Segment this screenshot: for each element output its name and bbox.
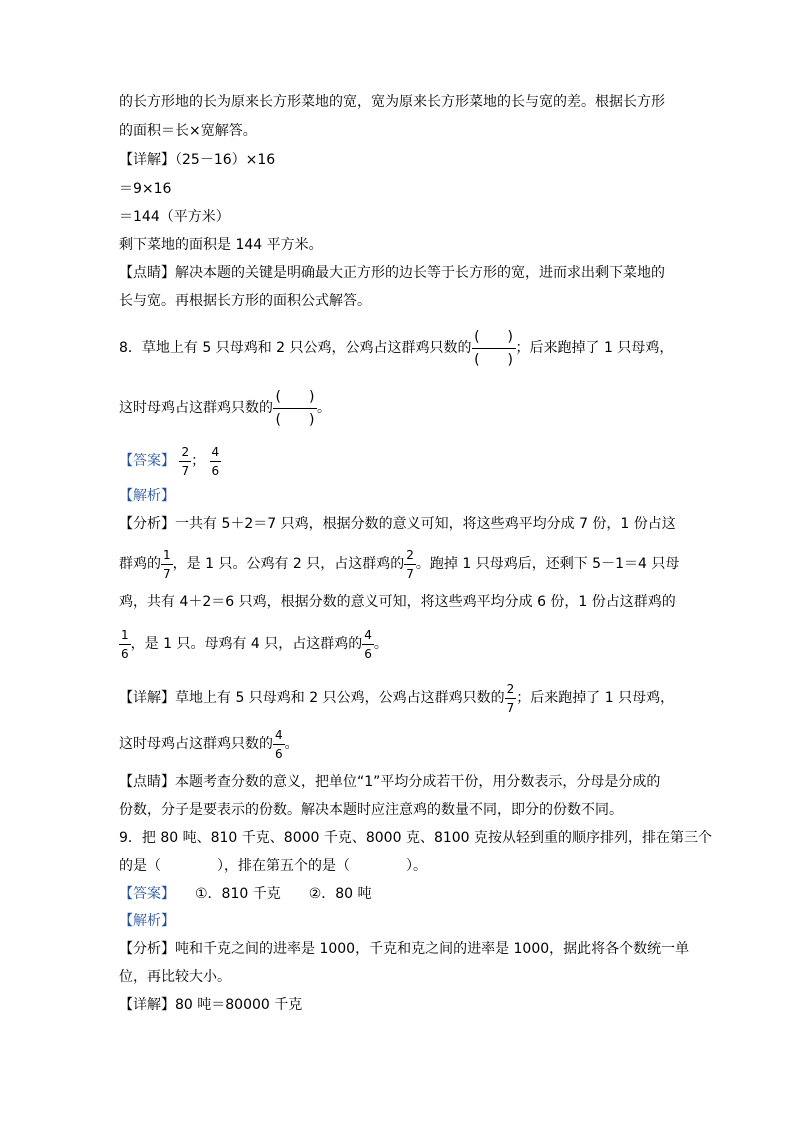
text-line (119, 622, 388, 666)
fraction (505, 682, 517, 715)
text-span: ①．810 千克 ②．80 吨 (195, 886, 372, 902)
text-span: 这时母鸡占这群鸡只数的 (119, 400, 273, 416)
blank-denominator: ( ) (474, 351, 513, 368)
text-span: 这时母鸡占这群鸡只数的 (119, 736, 273, 752)
analysis-tag: 【解析】 (119, 488, 175, 504)
fraction (161, 548, 173, 581)
text-span: ，是 1 只。公鸡有 2 只，占这群鸡的 (172, 556, 405, 572)
numerator: 1 (121, 627, 129, 642)
fraction (362, 628, 374, 661)
fraction-bar (161, 564, 173, 565)
section-tag: 【分析】 (119, 516, 175, 532)
numerator: 4 (364, 627, 372, 642)
denominator: 7 (506, 700, 515, 715)
question-9-line-2: 的是（ ），排在第五个的是（ ）。 (119, 858, 427, 874)
fraction-bar (362, 644, 374, 645)
answer-line (119, 438, 221, 484)
fraction-bar (210, 461, 222, 462)
fraction (404, 548, 416, 581)
blank-fraction (273, 388, 317, 429)
numerator: 2 (506, 681, 515, 696)
equation: ＝144（平方米） (119, 209, 230, 225)
section-tag: 【分析】 (119, 941, 175, 957)
fraction-bar (505, 698, 517, 699)
blank-fraction (472, 328, 516, 369)
denominator: 7 (406, 566, 414, 581)
numerator: 1 (163, 547, 171, 562)
text-span: 解决本题的关键是明确最大正方形的边长等于长方形的宽，进而求出剩下菜地的 (175, 265, 665, 281)
text-span: 8．草地上有 5 只母鸡和 2 只公鸡，公鸡占这群鸡只数的 (119, 340, 472, 356)
text-line: 的面积＝长×宽解答。 (119, 123, 257, 139)
fraction (179, 445, 191, 478)
text-line: 长与宽。再根据长方形的面积公式解答。 (119, 293, 371, 309)
denominator: 7 (163, 566, 171, 581)
text-span: 吨和千克之间的进率是 1000，千克和克之间的进率是 1000，据此将各个数统一单 (175, 941, 690, 957)
fraction-bar (119, 644, 131, 645)
denominator: 6 (364, 646, 372, 661)
question-8-line-1 (119, 318, 673, 378)
text-line (119, 722, 299, 766)
fraction (273, 728, 285, 761)
denominator: 7 (181, 463, 190, 478)
text-line (119, 772, 660, 792)
fraction-bar (404, 564, 416, 565)
text-line: 剩下菜地的面积是 144 平方米。 (119, 237, 323, 253)
fraction (119, 628, 131, 661)
text-line: 的长方形地的长为原来长方形菜地的宽，宽为原来长方形菜地的长与宽的差。根据长方形 (119, 94, 665, 110)
denominator: 6 (211, 463, 220, 478)
equation: （25－16）×16 (175, 152, 276, 168)
text-span: 。 (317, 400, 331, 416)
section-tag: 【详解】 (119, 690, 175, 706)
blank-denominator: ( ) (275, 411, 315, 428)
text-line: 份数，分子是要表示的份数。解决本题时应注意鸡的数量不同，即分的份数不同。 (119, 802, 623, 818)
answer-tag: 【答案】 (119, 453, 175, 469)
fraction-bar (179, 461, 191, 462)
numerator: 4 (275, 727, 283, 742)
text-span: 。跑掉 1 只母鸡后，还剩下 5－1＝4 只母 (415, 556, 680, 572)
fraction-bar (273, 408, 317, 409)
text-line (119, 514, 676, 534)
section-tag: 【点睛】 (119, 774, 175, 790)
text-span: 。 (284, 736, 299, 752)
text-line: 位，再比较大小。 (119, 969, 231, 985)
text-line (119, 542, 679, 586)
text-span: 。 (373, 636, 388, 652)
fraction (210, 445, 222, 478)
text-line (119, 995, 302, 1015)
denominator: 6 (121, 646, 129, 661)
text-line (119, 150, 275, 170)
denominator: 6 (275, 746, 283, 761)
text-span: ；后来跑掉了 1 只母鸡， (515, 340, 674, 356)
section-tag: 【点睛】 (119, 265, 175, 281)
question-8-line-2 (119, 378, 331, 438)
equation: ＝9×16 (119, 181, 172, 197)
text-span: 一共有 5＋2＝7 只鸡，根据分数的意义可知，将这些鸡平均分成 7 份，1 份占这 (175, 516, 676, 532)
text-line (119, 939, 689, 959)
text-line: 鸡，共有 4＋2＝6 只鸡，根据分数的意义可知，将这些鸡平均分成 6 份，1 份占这群鸡的 (119, 594, 676, 610)
analysis-tag: 【解析】 (119, 913, 175, 929)
text-span: ，是 1 只。母鸡有 4 只，占这群鸡的 (130, 636, 363, 652)
numerator: 2 (406, 547, 414, 562)
text-span: 80 吨＝80000 千克 (175, 997, 303, 1013)
fraction-bar (273, 744, 285, 745)
text-span: 草地上有 5 只母鸡和 2 只公鸡，公鸡占这群鸡只数的 (175, 690, 505, 706)
blank-numerator: ( ) (474, 328, 513, 345)
text-span: 群鸡的 (119, 556, 161, 572)
text-line (119, 263, 665, 283)
section-tag: 【详解】 (119, 152, 175, 168)
numerator: 2 (181, 444, 190, 459)
text-span: ；后来跑掉了 1 只母鸡， (516, 690, 675, 706)
answer-line (119, 884, 372, 904)
text-span: 本题考查分数的意义，把单位“1”平均分成若干份，用分数表示，分母是分成的 (175, 774, 661, 790)
section-tag: 【详解】 (119, 997, 175, 1013)
fraction-bar (472, 348, 516, 349)
answer-tag: 【答案】 (119, 886, 175, 902)
text-line (119, 676, 674, 720)
question-9-line-1: 9．把 80 吨、810 千克、8000 千克、8000 克、8100 克按从轻到重的顺序排列，排在第三个 (119, 830, 713, 846)
numerator: 4 (211, 444, 220, 459)
text-span: ； (191, 453, 206, 469)
blank-numerator: ( ) (275, 388, 315, 405)
